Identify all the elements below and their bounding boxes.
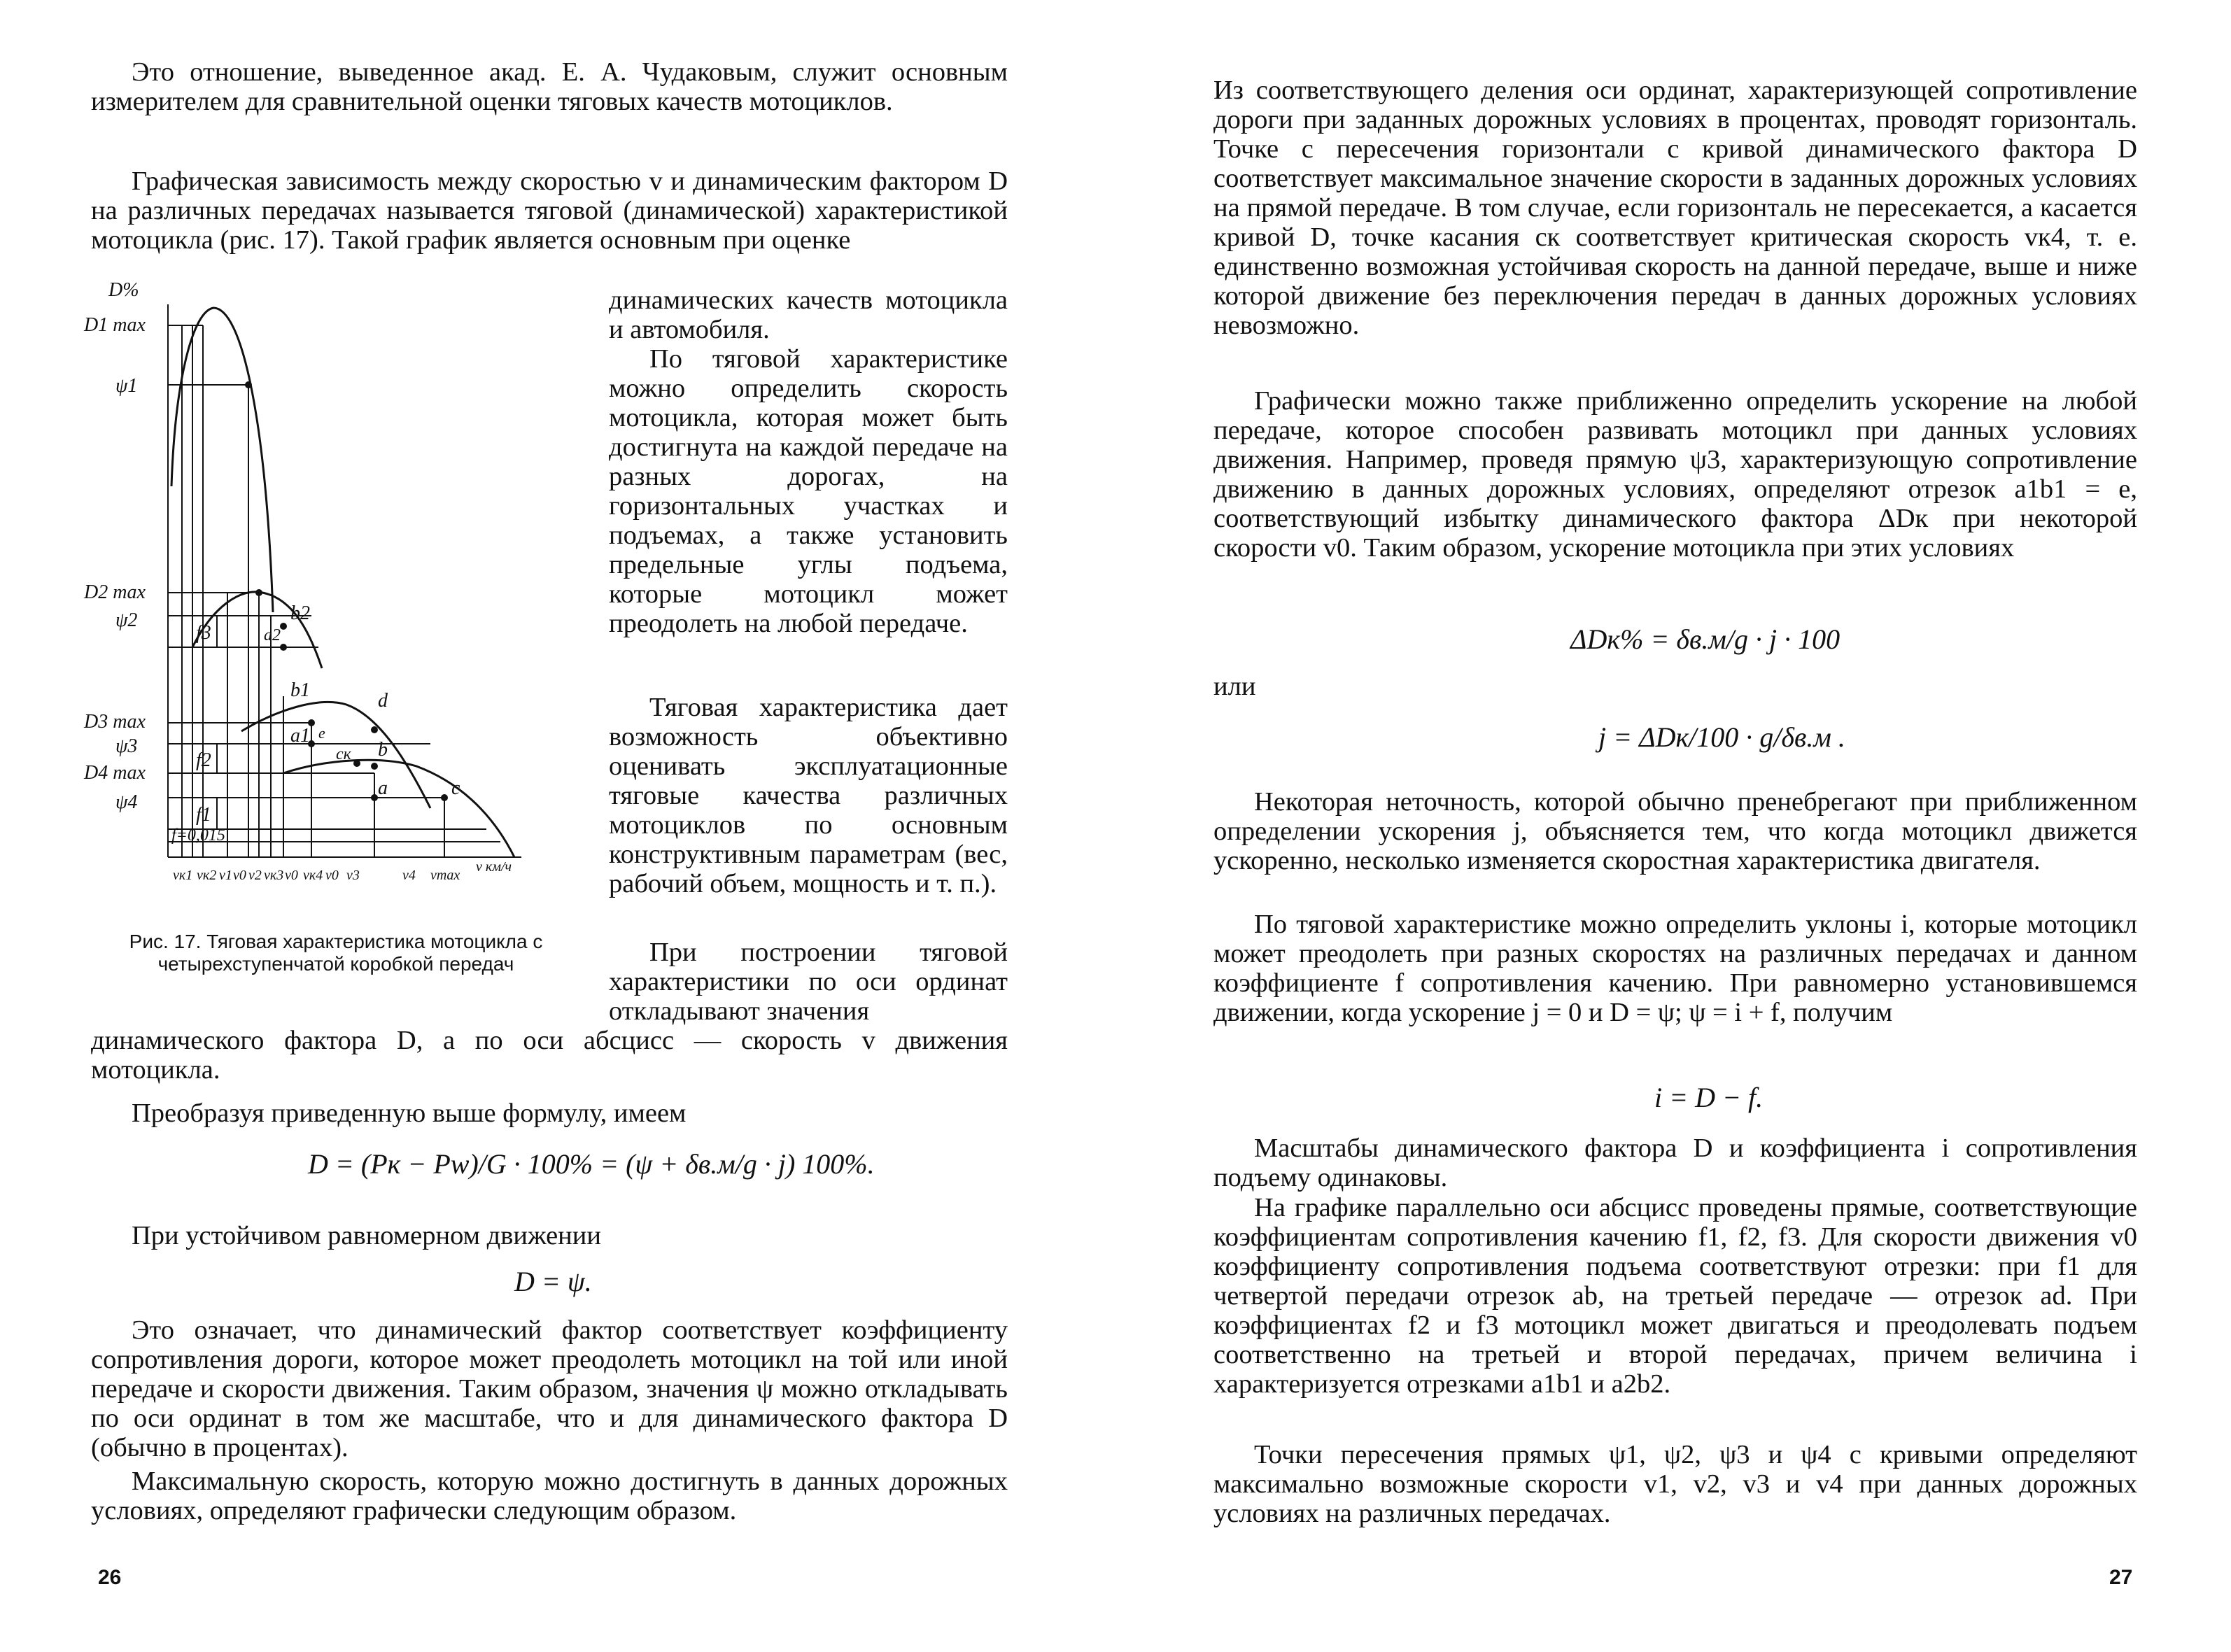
paragraph-steady-motion: При устойчивом равномерном движении (132, 1221, 601, 1250)
paragraph-lines: На графике параллельно оси абсцисс проведены прямые, соответствующие коэффициентам сопротивления качению f1, f2, f3. Для скорости движения v0 коэффициенту сопротивления подъема соответствуют отрезки: при f1 для четвертой передачи отрезок ab, на третьей передаче — отрезок ad. При коэффициентах f2 и f3 мотоцикл может двигаться и преодолевать подъем соответственно на третьей и второй передачах, причем величина i характеризуется отрезками a1b1 и a2b2. (1213, 1193, 2137, 1399)
label-d3max: D3 max (84, 711, 146, 733)
label-d2max: D2 max (84, 581, 146, 603)
point-c (441, 794, 448, 801)
x-label: vк2 (197, 868, 217, 883)
page-number-left: 26 (98, 1566, 122, 1589)
page-number-right: 27 (2109, 1566, 2133, 1589)
x-label: v1 (219, 868, 232, 883)
right-page (1116, 0, 2231, 1652)
label-b: b (378, 739, 388, 761)
paragraph-inaccuracy: Некоторая неточность, которой обычно пренебрегают при приближенном определении ускорения j, объясняется тем, что когда мотоцикл движется ускоренно, несколько изменяется скоростная характеристика двигателя. (1213, 787, 2137, 875)
formula-d-equals-psi: D = ψ. (514, 1266, 592, 1297)
label-a2: a2 (264, 626, 281, 644)
paragraph-slopes: По тяговой характеристике можно определить уклоны i, которые мотоцикл может преодолеть при разных скоростях на различных передачах и данном коэффициенте f сопротивления качению. При равномерно установившемся движении, когда ускорение j = 0 и D = ψ; ψ = i + f, получим (1213, 910, 2137, 1027)
label-a1: a1 (290, 725, 310, 747)
paragraph-acceleration: Графически можно также приближенно определить ускорение на любой передаче, которое способен развивать мотоцикл при данных условиях движения. Например, проведя прямую ψ3, характеризующую сопротивление движению в данных дорожных условиях, определяют отрезок a1b1 = e, соответствующий избытку динамического фактора ΔDк при некоторой скорости v0. Таким образом, ускорение мотоцикла при этих условиях (1213, 386, 2137, 563)
paragraph-meaning: Это означает, что динамический фактор соответствует коэффициенту сопротивления дороги, которое может преодолеть мотоцикл на той или иной передаче и скорости движения. Таким образом, значения ψ можно откладывать по оси ординат в том же масштабе, что и для динамического фактора D (обычно в процентах). (91, 1315, 1008, 1462)
label-d: d (378, 690, 388, 712)
curve-gear-4 (283, 760, 514, 857)
label-psi3: ψ3 (115, 735, 138, 757)
label-f3: f3 (196, 622, 211, 644)
paragraph-intersections: Точки пересечения прямых ψ1, ψ2, ψ3 и ψ4 с кривыми определяют максимально возможные скорости v1, v2, v3 и v4 при данных дорожных условиях на различных передачах. (1213, 1440, 2137, 1528)
x-label: v0 (325, 868, 339, 883)
label-d4max: D4 max (84, 762, 146, 784)
x-label: vк4 (303, 868, 323, 883)
label-psi1: ψ1 (115, 375, 138, 397)
point-b (371, 763, 378, 770)
x-label: v4 (402, 868, 416, 883)
label-f-value: f=0,015 (171, 826, 225, 845)
paragraph-traction-use: По тяговой характеристике можно определить скорость мотоцикла, которая может быть достигнута на каждой передаче на разных дорогах, на горизонтальных участках и подъемах, а также установить предельные углы подъема, которые мотоцикл может преодолеть на любой передаче. (609, 344, 1008, 638)
point-a2 (280, 644, 287, 651)
figure-caption: Рис. 17. Тяговая характеристика мотоцикла с четырехступенчатой коробкой передач (129, 931, 543, 975)
paragraph-transform: Преобразуя приведенную выше формулу, имеем (132, 1099, 687, 1128)
x-label: v0 (233, 868, 246, 883)
paragraph-horizontal: Из соответствующего деления оси ординат, характеризующей сопротивление дороги при заданных дорожных условиях в процентах, проводят горизонталь. Точке c пересечения горизонтали с кривой динамического фактора D соответствует максимальное значение скорости в заданных дорожных условиях на прямой передаче. В том случае, если горизонталь не пересекается, а касается кривой D, точке касания cк соответствует критическая скорость vк4, т. е. единственно возможная устойчивая скорость на данной передаче, выше и ниже которой движение без переключения передач в данных дорожных условиях невозможно. (1213, 76, 2137, 340)
point-b2-top (255, 589, 262, 596)
x-label: vmax (430, 868, 460, 883)
formula-delta-d: ΔDк% = δв.м/g · j · 100 (1570, 623, 1841, 655)
y-axis-label: D% (108, 279, 139, 301)
label-f2: f2 (196, 749, 211, 771)
curve-gear-1 (171, 308, 273, 612)
paragraph-traction-objective: Тяговая характеристика дает возможность объективно оценивать эксплуатационные тяговые качества различных мотоциклов по основным конструктивным параметрам (вес, рабочий объем, мощность и т. п.). (609, 693, 1008, 898)
label-psi2: ψ2 (115, 609, 138, 631)
paragraph-graph-dependence-cont: динамических качеств мотоцикла и автомобиля. (609, 285, 1008, 344)
paragraph-scales: Масштабы динамического фактора D и коэффициента i сопротивления подъему одинаковы. (1213, 1134, 2137, 1192)
label-psi4: ψ4 (115, 791, 138, 813)
label-e: e (318, 724, 325, 742)
label-d1max: D1 max (84, 314, 146, 336)
text-or: или (1213, 672, 1256, 701)
point-psi1 (245, 381, 252, 388)
traction-characteristic-figure (80, 276, 584, 920)
point-b2 (280, 623, 287, 630)
x-label: v2 (248, 868, 262, 883)
x-label: v3 (346, 868, 360, 883)
label-b2: b2 (290, 602, 310, 624)
paragraph-max-speed: Максимальную скорость, которую можно достигнуть в данных дорожных условиях, определяют графически следующим образом. (91, 1467, 1008, 1525)
paragraph-construction-cont: динамического фактора D, а по оси абсцисс — скорость v движения мотоцикла. (91, 1026, 1008, 1085)
paragraph-chudakov: Это отношение, выведенное акад. Е. А. Чудаковым, служит основным измерителем для сравнительной оценки тяговых качеств мотоциклов. (91, 57, 1008, 116)
x-label: vк1 (173, 868, 193, 883)
point-a (371, 794, 378, 801)
x-axis-unit: v км/ч (476, 859, 512, 875)
traction-chart (80, 276, 584, 920)
paragraph-graph-dependence: Графическая зависимость между скоростью v и динамическим фактором D на различных передачах называется тяговой (динамической) характеристикой мотоцикла (рис. 17). Такой график является основным при оценке (91, 167, 1008, 255)
formula-j: j = ΔDк/100 · g/δв.м . (1598, 721, 1845, 753)
paragraph-construction: При построении тяговой характеристики по оси ординат откладывают значения (609, 938, 1008, 1026)
label-b1: b1 (290, 679, 310, 701)
point-d (371, 726, 378, 733)
x-label: v0 (285, 868, 298, 883)
label-f1: f1 (196, 804, 211, 826)
point-ck (353, 760, 360, 767)
formula-dynamic-factor: D = (Pк − Pw)/G · 100% = (ψ + δв.м/g · j) 100%. (308, 1148, 875, 1180)
formula-i: i = D − f. (1654, 1082, 1764, 1113)
label-c: c (451, 777, 460, 799)
x-label: vк3 (264, 868, 284, 883)
label-ck: cк (336, 745, 351, 763)
label-a: a (378, 777, 388, 799)
